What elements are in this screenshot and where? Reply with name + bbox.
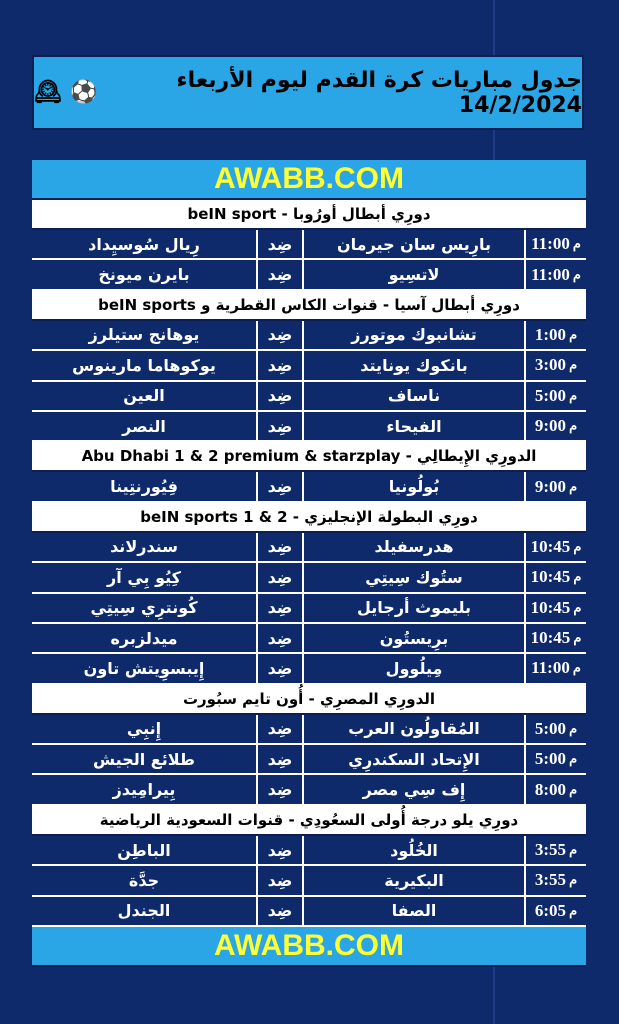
- vs-label: ضِد: [256, 321, 302, 349]
- match-row: [32, 351, 586, 381]
- away-team: رِيال سُوسيِداد: [88, 234, 200, 254]
- section-header: الدورِي الإِيطالِي - Abu Dhabi 1 & 2 premium & starzplay: [32, 442, 586, 472]
- time-value: 9:00: [534, 476, 567, 496]
- vs-label: ضِد: [256, 897, 302, 925]
- pm-label: م: [573, 630, 582, 646]
- section-header: دورِي أبطال آسيا - قنوات الكاس القطرية و beIN sports: [32, 291, 586, 321]
- time-value: 3:55: [534, 840, 567, 860]
- time-value: 5:00: [534, 385, 567, 405]
- pm-label: م: [569, 387, 578, 403]
- away-team: يوكوهاما مارينوس: [72, 355, 216, 375]
- match-row: [32, 472, 586, 502]
- vs-label: ضِد: [256, 563, 302, 591]
- match-row: [32, 382, 586, 412]
- home-team: المُقاولُون العرب: [302, 715, 524, 743]
- time-value: 5:00: [534, 749, 567, 769]
- page-title: [32, 55, 584, 130]
- time-value: 5:00: [534, 718, 567, 738]
- match-row: [32, 321, 586, 351]
- site-banner-bottom[interactable]: AWABB.COM: [32, 927, 586, 967]
- time-value: 8:00: [534, 779, 567, 799]
- pm-label: م: [569, 478, 578, 494]
- away-team: العين: [123, 386, 165, 406]
- match-row: [32, 775, 586, 805]
- pm-label: م: [569, 902, 578, 918]
- vs-label: ضِد: [256, 775, 302, 803]
- match-row: [32, 745, 586, 775]
- vs-label: ضِد: [256, 715, 302, 743]
- home-team: ناساف: [302, 382, 524, 410]
- home-team: بُولُونيا: [302, 472, 524, 500]
- home-team: إِف سِي مصر: [302, 775, 524, 803]
- time-value: 11:00: [531, 234, 570, 254]
- away-team: ميدلزبره: [110, 628, 178, 648]
- match-row: [32, 230, 586, 260]
- pm-label: م: [569, 720, 578, 736]
- away-team: بايرن ميونخ: [98, 265, 190, 285]
- home-team: بانكوك يونايتد: [302, 351, 524, 379]
- vs-label: ضِد: [256, 836, 302, 864]
- vs-label: ضِد: [256, 412, 302, 440]
- away-team: طلائع الجيش: [93, 749, 195, 769]
- match-time: [524, 715, 586, 743]
- match-time: [524, 654, 586, 682]
- pm-label: م: [572, 660, 581, 676]
- match-time: [524, 563, 586, 591]
- vs-label: ضِد: [256, 382, 302, 410]
- match-row: [32, 563, 586, 593]
- match-row: [32, 260, 586, 290]
- match-row: [32, 654, 586, 684]
- vs-label: ضِد: [256, 624, 302, 652]
- match-time: [524, 412, 586, 440]
- home-team: البكيرية: [302, 866, 524, 894]
- home-team: تشانبوك موتورز: [302, 321, 524, 349]
- vs-label: ضِد: [256, 594, 302, 622]
- section-header: دورِي البطولة الإنجليزي - beIN sports 1 & 2: [32, 503, 586, 533]
- pm-label: م: [572, 236, 581, 252]
- time-value: 9:00: [534, 416, 567, 436]
- match-time: [524, 351, 586, 379]
- home-team: بارِيس سان جيرمان: [302, 230, 524, 258]
- match-time: [524, 775, 586, 803]
- vs-label: ضِد: [256, 230, 302, 258]
- away-team: فِيُورنتِينا: [110, 477, 178, 497]
- match-row: [32, 715, 586, 745]
- away-team: الباطِن: [117, 840, 171, 860]
- away-team: كُونترِي سِيتِي: [90, 598, 198, 618]
- match-time: [524, 897, 586, 925]
- section-header: دورِي يلو درجة أُولى السعُودِي - قنوات السعودية الرياضية: [32, 806, 586, 836]
- page-title-text: جدول مباريات كرة القدم ليوم الأربعاء 14/2/2024: [176, 67, 582, 118]
- home-team: بليموث أرجايل: [302, 594, 524, 622]
- pm-label: م: [569, 357, 578, 373]
- away-team: إِيبسوِيتش تاون: [83, 658, 205, 678]
- vs-label: ضِد: [256, 654, 302, 682]
- time-value: 10:45: [530, 628, 571, 648]
- home-team: الخُلُود: [302, 836, 524, 864]
- match-time: [524, 472, 586, 500]
- time-value: 10:45: [530, 536, 571, 556]
- vs-label: ضِد: [256, 866, 302, 894]
- vs-label: ضِد: [256, 472, 302, 500]
- home-team: الصفا: [302, 897, 524, 925]
- match-time: [524, 382, 586, 410]
- match-row: [32, 533, 586, 563]
- match-time: [524, 594, 586, 622]
- time-value: 11:00: [531, 264, 570, 284]
- match-time: [524, 321, 586, 349]
- pm-label: م: [573, 599, 582, 615]
- schedule-table: [32, 160, 586, 967]
- vs-label: ضِد: [256, 351, 302, 379]
- match-time: [524, 866, 586, 894]
- away-team: يوهانج ستيلرز: [88, 325, 200, 345]
- vs-label: ضِد: [256, 745, 302, 773]
- time-value: 3:00: [534, 355, 567, 375]
- pm-label: م: [569, 326, 578, 342]
- soccer-ball-icon: ⚽: [69, 80, 98, 105]
- home-team: الفيحاء: [302, 412, 524, 440]
- match-time: [524, 836, 586, 864]
- site-banner-top[interactable]: AWABB.COM: [32, 160, 586, 200]
- away-team: النصر: [122, 416, 166, 436]
- away-team: جدَّة: [128, 870, 160, 890]
- match-row: [32, 624, 586, 654]
- home-team: لاتسِيو: [302, 260, 524, 288]
- pm-label: م: [569, 872, 578, 888]
- pm-label: م: [569, 842, 578, 858]
- away-team: سندرلاند: [110, 537, 178, 557]
- time-value: 3:55: [534, 870, 567, 890]
- mantel-clock-icon: 🕰: [34, 80, 62, 105]
- away-team: إِنبِي: [126, 719, 162, 739]
- vs-label: ضِد: [256, 533, 302, 561]
- home-team: الإِتحاد السكندرِي: [302, 745, 524, 773]
- home-team: هدرسفيلد: [302, 533, 524, 561]
- pm-label: م: [569, 751, 578, 767]
- away-team: بِيرامِيدز: [112, 780, 176, 800]
- match-row: [32, 412, 586, 442]
- time-value: 6:05: [534, 900, 567, 920]
- match-time: [524, 533, 586, 561]
- pm-label: م: [572, 266, 581, 282]
- match-row: [32, 897, 586, 927]
- time-value: 1:00: [534, 324, 567, 344]
- pm-label: م: [573, 538, 582, 554]
- vs-label: ضِد: [256, 260, 302, 288]
- away-team: كِيُو بِي آر: [107, 567, 181, 587]
- home-team: مِيلُوول: [302, 654, 524, 682]
- section-header: دورِي أبطال أورُوبا - beIN sport: [32, 200, 586, 230]
- match-row: [32, 866, 586, 896]
- match-time: [524, 230, 586, 258]
- match-time: [524, 260, 586, 288]
- pm-label: م: [573, 569, 582, 585]
- match-row: [32, 594, 586, 624]
- pm-label: م: [569, 418, 578, 434]
- match-time: [524, 624, 586, 652]
- pm-label: م: [569, 781, 578, 797]
- home-team: ستُوك سِيتِي: [302, 563, 524, 591]
- section-header: الدورِي المصرِي - أُون تايم سبُورت: [32, 685, 586, 715]
- home-team: برِيستُون: [302, 624, 524, 652]
- time-value: 10:45: [530, 567, 571, 587]
- time-value: 10:45: [530, 597, 571, 617]
- match-time: [524, 745, 586, 773]
- match-row: [32, 836, 586, 866]
- time-value: 11:00: [531, 658, 570, 678]
- away-team: الجندل: [117, 901, 171, 921]
